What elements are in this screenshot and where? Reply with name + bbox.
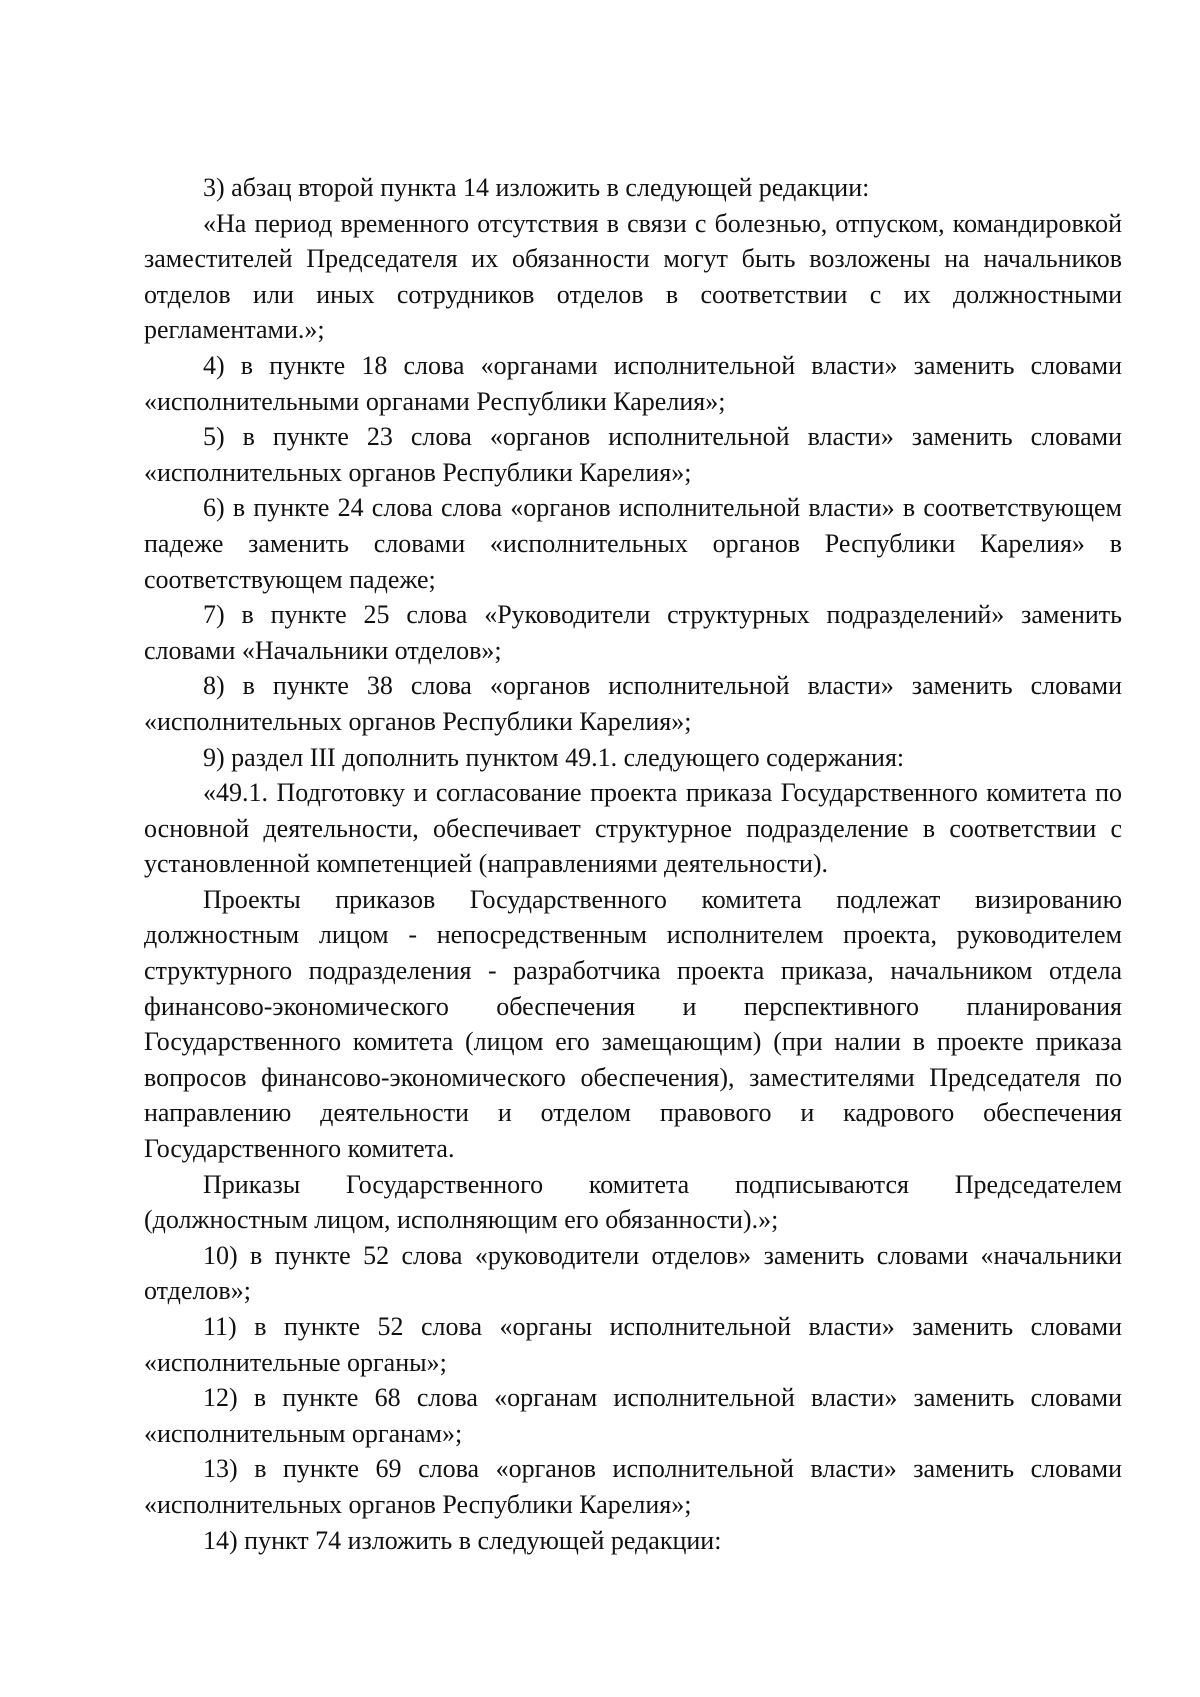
paragraph-item-3: 3) абзац второй пункта 14 изложить в следующей редакции: xyxy=(203,173,870,202)
document-page xyxy=(144,170,1122,1558)
paragraph-item-5: 5) в пункте 23 слова «органов исполнительной власти» заменить словами «исполнительных органов Республики Карелия»; xyxy=(144,422,1122,487)
paragraph-item-13: 13) в пункте 69 слова «органов исполнительной власти» заменить словами «исполнительных органов Республики Карелия»; xyxy=(144,1454,1122,1519)
paragraph-quote-item-14: «На период временного отсутствия в связи с болезнью, отпуском, командировкой заместителей Председателя их обязанности могут быть возложены на начальников отделов или иных сотрудников отделов в соответствии с их должностными регламентами.»; xyxy=(144,208,1122,345)
paragraph-item-8: 8) в пункте 38 слова «органов исполнительной власти» заменить словами «исполнительных органов Республики Карелия»; xyxy=(144,671,1122,736)
paragraph-item-10: 10) в пункте 52 слова «руководители отделов» заменить словами «начальники отделов»; xyxy=(144,1240,1122,1306)
paragraph-orders-signing: Приказы Государственного комитета подписываются Председателем (должностным лицом, исполняющим его обязанности).»; xyxy=(144,1169,1122,1235)
paragraph-item-9: 9) раздел III дополнить пунктом 49.1. следующего содержания: xyxy=(203,742,905,772)
paragraph-item-4: 4) в пункте 18 слова «органами исполнительной власти» заменить словами «исполнительными органами Республики Карелия»; xyxy=(144,350,1122,416)
paragraph-item-7: 7) в пункте 25 слова «Руководители структурных подразделений» заменить словами «Начальники отделов»; xyxy=(144,600,1122,665)
paragraph-item-12: 12) в пункте 68 слова «органам исполнительной власти» заменить словами «исполнительным органам»; xyxy=(144,1383,1122,1448)
paragraph-item-11: 11) в пункте 52 слова «органы исполнительной власти» заменить словами «исполнительные органы»; xyxy=(144,1312,1122,1377)
paragraph-drafts-approval: Проекты приказов Государственного комитета подлежат визированию должностным лицом - непосредственным исполнителем проекта, руководителем структурного подразделения - разработчика проекта приказа, начальником отдела финансово-экономического обеспечения и перспективного планирования Государственного комитета (лицом его замещающим) (при налии в проекте приказа вопросов финансово-экономического обеспечения), заместителями Председателя по направлению деятельности и отделом правового и кадрового обеспечения Государственного комитета. xyxy=(144,884,1122,1164)
paragraph-quote-49-1: «49.1. Подготовку и согласование проекта приказа Государственного комитета по основной деятельности, обеспечивает структурное подразделение в соответствии с установленной компетенцией (направлениями деятельности). xyxy=(144,778,1122,879)
paragraph-item-6: 6) в пункте 24 слова слова «органов исполнительной власти» в соответствующем падеже заменить словами «исполнительных органов Республики Карелия» в соответствующем падеже; xyxy=(144,493,1122,594)
paragraph-item-14: 14) пункт 74 изложить в следующей редакции: xyxy=(203,1525,722,1555)
